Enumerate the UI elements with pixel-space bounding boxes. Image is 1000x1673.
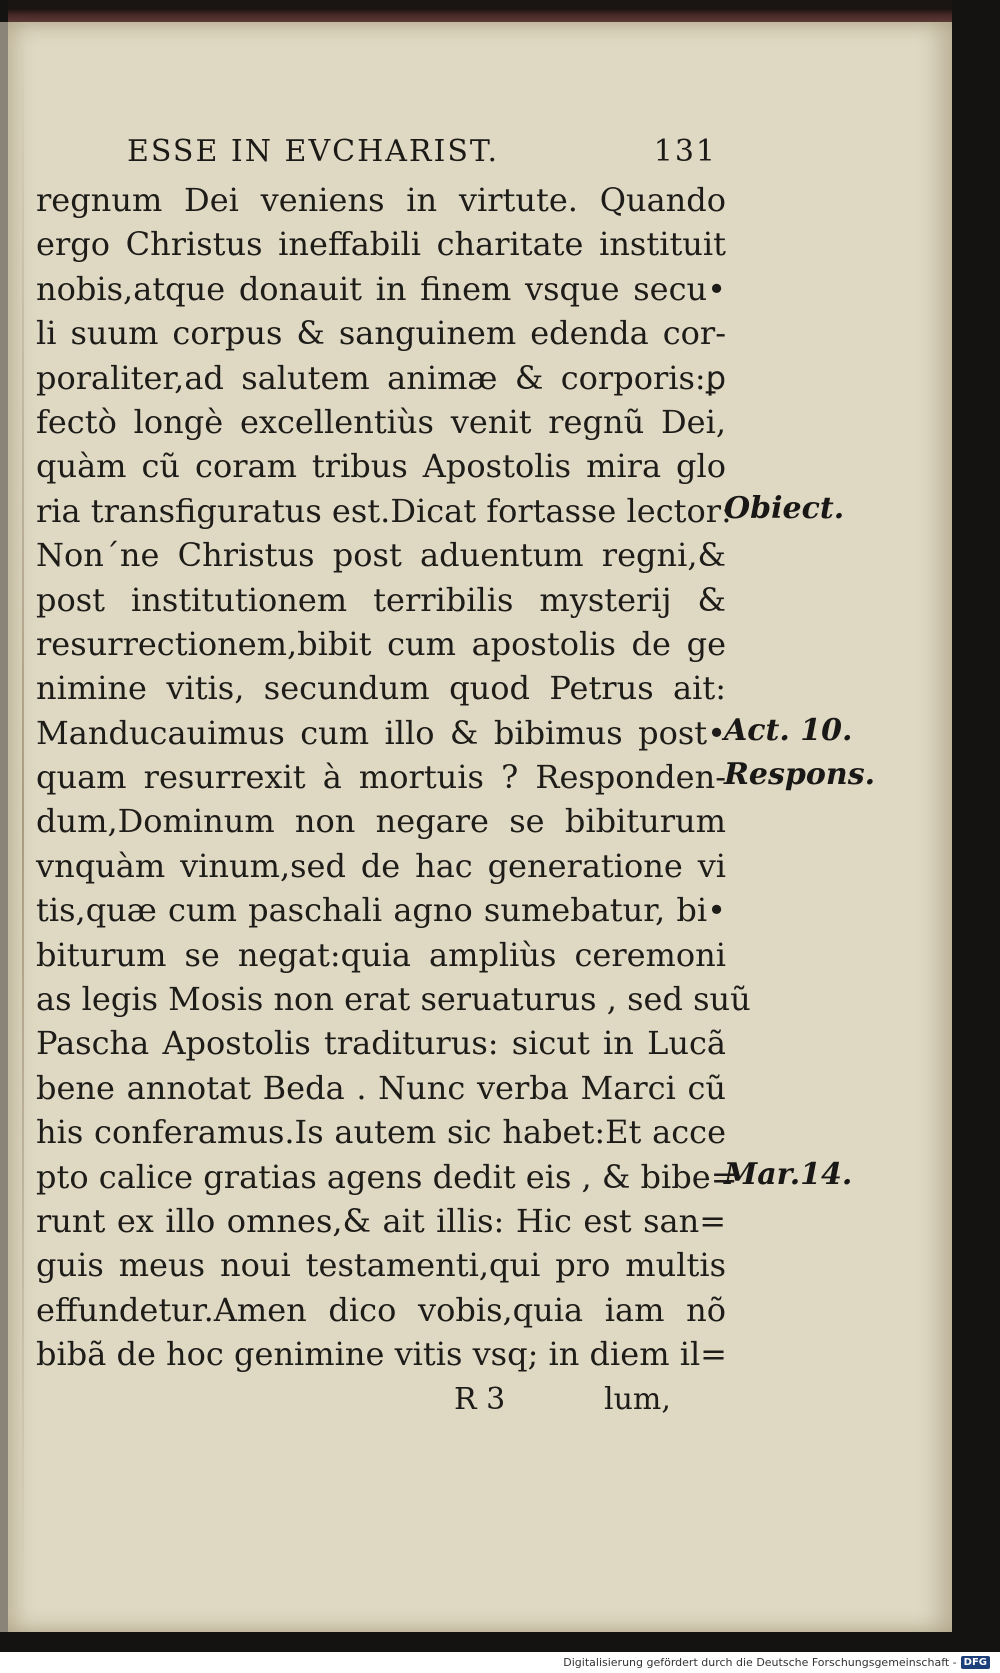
signature-mark: R 3 <box>454 1382 506 1417</box>
text-line: nimine vitis, secundum quod Petrus ait: <box>36 669 726 708</box>
text-line: Non´ne Christus post aduentum regni,& <box>36 536 726 575</box>
text-line: guis meus noui testamenti,qui pro multis <box>36 1246 726 1285</box>
page-number: 131 <box>653 134 717 169</box>
text-line: bibã de hoc genimine vitis vsq; in diem il= <box>36 1335 727 1374</box>
text-line: ria transfiguratus est.Dicat fortasse lector: <box>36 491 732 530</box>
text-line: quàm cũ coram tribus Apostolis mira glo <box>36 447 726 486</box>
text-line: li suum corpus & sanguinem edenda cor- <box>36 314 726 353</box>
margin-note: Mar.14. <box>724 1156 853 1192</box>
text-line: his conferamus.Is autem sic habet:Et acce <box>36 1113 726 1152</box>
running-header <box>127 134 717 174</box>
digitization-credit-bar <box>0 1652 1000 1673</box>
dfg-logo: DFG <box>961 1656 990 1669</box>
catchword: lum, <box>604 1382 671 1417</box>
text-line: bene annotat Beda . Nunc verba Marci cũ <box>36 1068 726 1107</box>
credit-text: Digitalisierung gefördert durch die Deutsche Forschungsgemeinschaft - <box>563 1656 957 1669</box>
body-text <box>36 178 751 1377</box>
text-line: post institutionem terribilis mysterij & <box>36 580 726 619</box>
text-line: Manducauimus cum illo & bibimus post• <box>36 713 726 752</box>
gutter-shadow <box>22 60 24 1580</box>
text-line: dum,Dominum non negare se bibiturum <box>36 802 726 841</box>
page-top-edge <box>8 0 952 22</box>
margin-note: Respons. <box>724 757 876 793</box>
page-left-edge <box>0 22 8 1632</box>
text-line: resurrectionem,bibit cum apostolis de ge <box>36 624 726 663</box>
text-line: Pascha Apostolis traditurus: sicut in Lucã <box>36 1024 726 1063</box>
text-line: fectò longè excellentiùs venit regnũ Dei, <box>36 402 726 441</box>
text-line: quam resurrexit à mortuis ? Responden- <box>36 758 726 797</box>
text-line: vnquàm vinum,sed de hac generatione vi <box>36 846 726 885</box>
text-line: nobis,atque donauit in finem vsque secu• <box>36 269 726 308</box>
running-title: ESSE IN EVCHARIST. <box>127 134 500 169</box>
text-line: tis,quæ cum paschali agno sumebatur, bi• <box>36 891 726 930</box>
text-line: effundetur.Amen dico vobis,quia iam nõ <box>36 1290 726 1329</box>
text-line: runt ex illo omnes,& ait illis: Hic est san= <box>36 1201 726 1240</box>
text-line: as legis Mosis non erat seruaturus , sed suũ <box>36 980 751 1019</box>
text-line: biturum se negat:quia ampliùs ceremoni <box>36 935 726 974</box>
margin-note: Act. 10. <box>724 712 853 748</box>
text-line: ergo Christus ineffabili charitate instituit <box>36 225 726 264</box>
text-line: regnum Dei veniens in virtute. Quando <box>36 181 726 219</box>
text-line: poraliter,ad salutem animæ & corporis:ꝑ <box>36 358 726 397</box>
margin-note: Obiect. <box>724 490 845 526</box>
text-line: pto calice gratias agens dedit eis , & bibe= <box>36 1157 738 1196</box>
